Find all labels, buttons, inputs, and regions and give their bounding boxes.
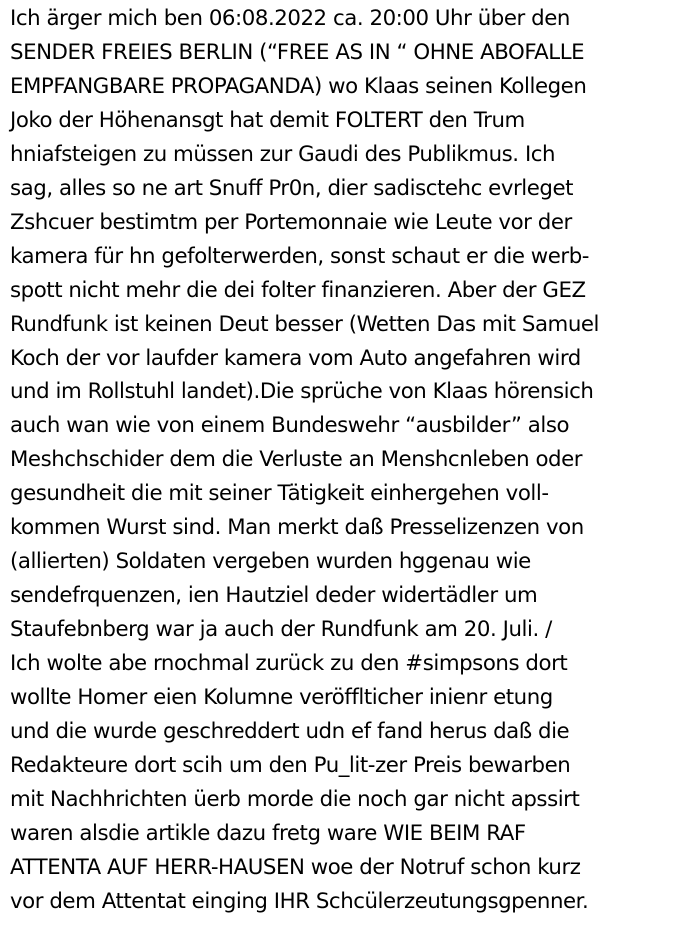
text-line: Staufebnberg war ja auch der Rundfunk am 20. Juli. / [10, 617, 552, 643]
text-line: (allierten) Soldaten vergeben wurden hggenau wie [10, 549, 531, 575]
text-line: und die wurde geschreddert udn ef fand herus daß die [10, 719, 570, 745]
text-line: Koch der vor laufder kamera vom Auto angefahren wird [10, 345, 581, 371]
document-text [10, 2, 680, 919]
text-line: Meshchschider dem die Verluste an Menshcnleben oder [10, 447, 583, 473]
text-line: mit Nachhrichten üerb morde die noch gar nicht apssirt [10, 786, 580, 812]
text-line: und im Rollstuhl landet).Die sprüche von Klaas hörensich [10, 379, 594, 405]
text-line: auch wan wie von einem Bundeswehr “ausbilder” also [10, 413, 570, 439]
text-line: gesundheit die mit seiner Tätigkeit einhergehen voll- [10, 481, 549, 507]
text-line: Joko der Höhenansgt hat demit FOLTERT den Trum [10, 107, 525, 133]
text-line: hniafsteigen zu müssen zur Gaudi des Publikmus. Ich [10, 141, 556, 167]
text-line: spott nicht mehr die dei folter finanzieren. Aber der GEZ [10, 277, 586, 303]
text-line: wollte Homer eien Kolumne veröfflticher inienr etung [10, 685, 553, 711]
text-line: Ich ärger mich ben 06:08.2022 ca. 20:00 Uhr über den [10, 6, 570, 31]
text-line: kamera für hn gefolterwerden, sonst schaut er die werb- [10, 243, 590, 269]
text-line: waren alsdie artikle dazu fretg ware WIE BEIM RAF [10, 820, 526, 846]
text-line: EMPFANGBARE PROPAGANDA) wo Klaas seinen Kollegen [10, 73, 587, 99]
text-line: ATTENTA AUF HERR-HAUSEN woe der Notruf schon kurz [10, 854, 581, 880]
text-line: SENDER FREIES BERLIN (“FREE AS IN “ OHNE ABOFALLE [10, 39, 585, 65]
text-line: Redakteure dort scih um den Pu_lit-zer Preis bewarben [10, 752, 571, 778]
text-line: Zshcuer bestimtm per Portemonnaie wie Leute vor der [10, 209, 572, 235]
text-line: sendefrquenzen, ien Hautziel deder widertädler um [10, 583, 538, 609]
text-line: kommen Wurst sind. Man merkt daß Presselizenzen von [10, 515, 584, 541]
text-line: sag, alles so ne art Snuff Pr0n, dier sadisctehc evrleget [10, 175, 574, 201]
text-line: Ich wolte abe rnochmal zurück zu den #simpsons dort [10, 651, 568, 677]
text-line: Rundfunk ist keinen Deut besser (Wetten Das mit Samuel [10, 311, 600, 337]
text-line: vor dem Attentat einging IHR Schcülerzeutungsgpenner. [10, 888, 589, 914]
